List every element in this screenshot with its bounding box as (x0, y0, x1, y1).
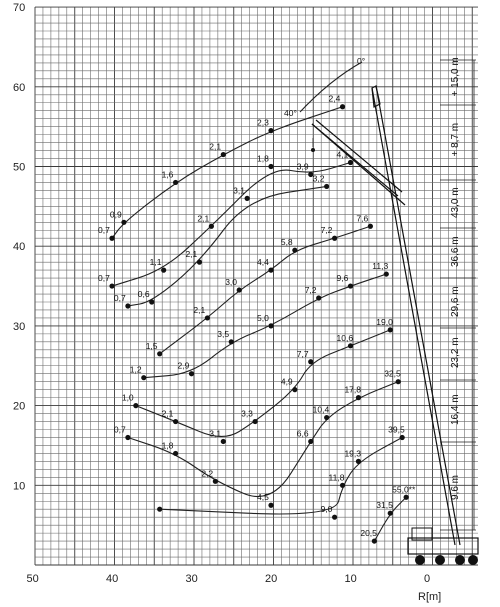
load-point (348, 160, 353, 165)
load-value-label: 3,0 (225, 277, 238, 288)
crane-truck (408, 528, 478, 565)
load-value-label: 3,9 (296, 161, 309, 172)
load-value-label: 4,9 (280, 376, 293, 387)
load-point (237, 287, 242, 292)
y-axis-ticks (13, 2, 25, 492)
y-tick-label: 20 (13, 400, 26, 413)
load-point (121, 220, 126, 225)
load-point (173, 419, 178, 424)
load-point (340, 104, 345, 109)
load-value-label: 2,1 (209, 141, 222, 152)
load-point (356, 395, 361, 400)
load-point (384, 271, 389, 276)
load-value-label: 1,6 (161, 169, 174, 180)
load-point (388, 327, 393, 332)
x-tick-label: 10 (344, 573, 357, 585)
grid (35, 7, 478, 565)
boom-section-label: 9,6 m (450, 474, 461, 500)
load-value-label: 19,3 (344, 448, 361, 459)
load-point (308, 359, 313, 364)
angle-label-0: 0° (357, 56, 366, 66)
load-point (268, 503, 273, 508)
load-value-label: 9,0 (320, 504, 333, 515)
load-value-label: 5,0 (257, 312, 269, 323)
load-value-label: 11,3 (372, 261, 389, 272)
load-value-label: 2,4 (328, 93, 341, 104)
load-point (268, 128, 273, 133)
load-value-label: 11,8 (328, 472, 345, 483)
x-axis-unit-label: R[m] (418, 591, 442, 603)
load-point (404, 495, 409, 500)
load-curve (160, 437, 402, 514)
load-value-label: 2,2 (201, 468, 214, 479)
load-value-label: 6,6 (296, 428, 309, 439)
load-value-label: 0,7 (113, 292, 126, 303)
load-point (268, 164, 273, 169)
load-point (173, 180, 178, 185)
load-value-label: 4,5 (257, 492, 269, 503)
load-value-label: 1,2 (129, 364, 142, 375)
load-point (229, 339, 234, 344)
load-point (324, 184, 329, 189)
y-tick-label: 30 (13, 320, 26, 333)
load-value-label: 20,5 (360, 528, 377, 539)
load-value-label: 0,6 (137, 288, 150, 299)
x-tick-label: 40 (106, 573, 119, 585)
y-tick-label: 70 (13, 2, 26, 15)
load-value-label: 2,1 (185, 249, 198, 260)
load-point (324, 415, 329, 420)
load-value-label: 4,1 (336, 149, 349, 160)
load-value-label: 0,7 (98, 225, 110, 236)
load-value-label: 1,0 (121, 392, 134, 403)
y-tick-label: 40 (13, 241, 26, 254)
load-value-label: 55,0** (392, 484, 416, 495)
load-value-label: 2,1 (197, 213, 210, 224)
x-tick-label: 30 (185, 573, 198, 585)
load-point (157, 351, 162, 356)
load-point (372, 538, 377, 543)
load-value-label: 31,5 (376, 500, 393, 511)
load-point (213, 479, 218, 484)
load-value-label: 19,0 (376, 316, 393, 327)
load-point (189, 371, 194, 376)
load-point (400, 435, 405, 440)
load-value-label: 10,4 (312, 404, 330, 415)
boom-section-label: + 8,7 m (450, 122, 461, 157)
load-point (205, 315, 210, 320)
y-tick-label: 60 (13, 81, 26, 94)
load-point (253, 419, 258, 424)
y-tick-label: 10 (13, 480, 26, 493)
load-point (356, 459, 361, 464)
load-value-label: 2,9 (177, 360, 190, 371)
y-tick-label: 50 (13, 161, 26, 174)
load-point (332, 515, 337, 520)
load-value-label: 0,7 (98, 273, 110, 284)
x-axis-ticks (27, 573, 431, 585)
boom-section-label: 16,4 m (450, 394, 461, 425)
load-value-label: 3,1 (209, 428, 222, 439)
load-value-label: 3,1 (233, 185, 245, 196)
x-tick-label: 0 (424, 573, 431, 585)
load-value-label: 39,5 (388, 424, 405, 435)
load-value-label: 2,3 (257, 117, 269, 128)
load-point (292, 248, 297, 253)
load-value-label: 4,4 (257, 257, 269, 268)
boom-section-dimensions (440, 57, 476, 530)
load-point (348, 283, 353, 288)
load-point (209, 224, 214, 229)
load-point (268, 323, 273, 328)
load-point (141, 375, 146, 380)
load-point (133, 403, 138, 408)
load-point (332, 236, 337, 241)
load-value-label: 7,2 (320, 225, 333, 236)
load-value-label: 1,5 (145, 340, 158, 351)
load-value-label: 7,2 (304, 285, 317, 296)
boom-section-label: 36,6 m (450, 236, 461, 267)
load-curves (98, 94, 416, 544)
load-point (161, 268, 166, 273)
load-value-label: 1,8 (257, 153, 269, 164)
load-value-label: 32,5 (384, 368, 401, 379)
load-point (340, 483, 345, 488)
load-point (292, 387, 297, 392)
load-point (388, 511, 393, 516)
boom-section-label: 23,2 m (450, 337, 461, 368)
load-value-label: 0,7 (113, 424, 126, 435)
load-point (396, 379, 401, 384)
load-value-label: 2,1 (161, 408, 174, 419)
load-value-label: 2,1 (193, 304, 206, 315)
boom-section-label: + 15,0 m (450, 57, 461, 97)
load-point (245, 196, 250, 201)
load-value-label: 7,6 (356, 213, 369, 224)
load-point (109, 283, 114, 288)
load-point (197, 260, 202, 265)
angle-label-40: 40° (284, 108, 297, 118)
boom-section-label: 29,6 m (450, 286, 461, 317)
load-value-label: 3,2 (312, 173, 325, 184)
load-point (157, 507, 162, 512)
load-point (125, 435, 130, 440)
load-value-label: 3,5 (217, 328, 230, 339)
load-value-label: 9,6 (336, 273, 349, 284)
load-value-label: 1,1 (149, 257, 162, 268)
load-point (221, 439, 226, 444)
boom-section-label: 43,0 m (450, 187, 461, 218)
load-value-label: 10,6 (336, 332, 354, 343)
load-point (268, 268, 273, 273)
load-point (109, 236, 114, 241)
load-point (125, 303, 130, 308)
x-tick-label: 50 (26, 573, 39, 585)
load-point (368, 224, 373, 229)
load-value-label: 0,9 (109, 209, 122, 220)
load-point (348, 343, 353, 348)
load-value-label: 7,7 (296, 348, 309, 359)
load-value-label: 17,8 (344, 384, 361, 395)
load-value-label: 3,3 (241, 408, 253, 419)
x-tick-label: 20 (265, 573, 278, 585)
load-point (316, 295, 321, 300)
load-point (308, 439, 313, 444)
load-value-label: 1,8 (161, 440, 174, 451)
load-point (149, 299, 154, 304)
load-point (173, 451, 178, 456)
load-value-label: 5,8 (280, 237, 293, 248)
load-point (221, 152, 226, 157)
